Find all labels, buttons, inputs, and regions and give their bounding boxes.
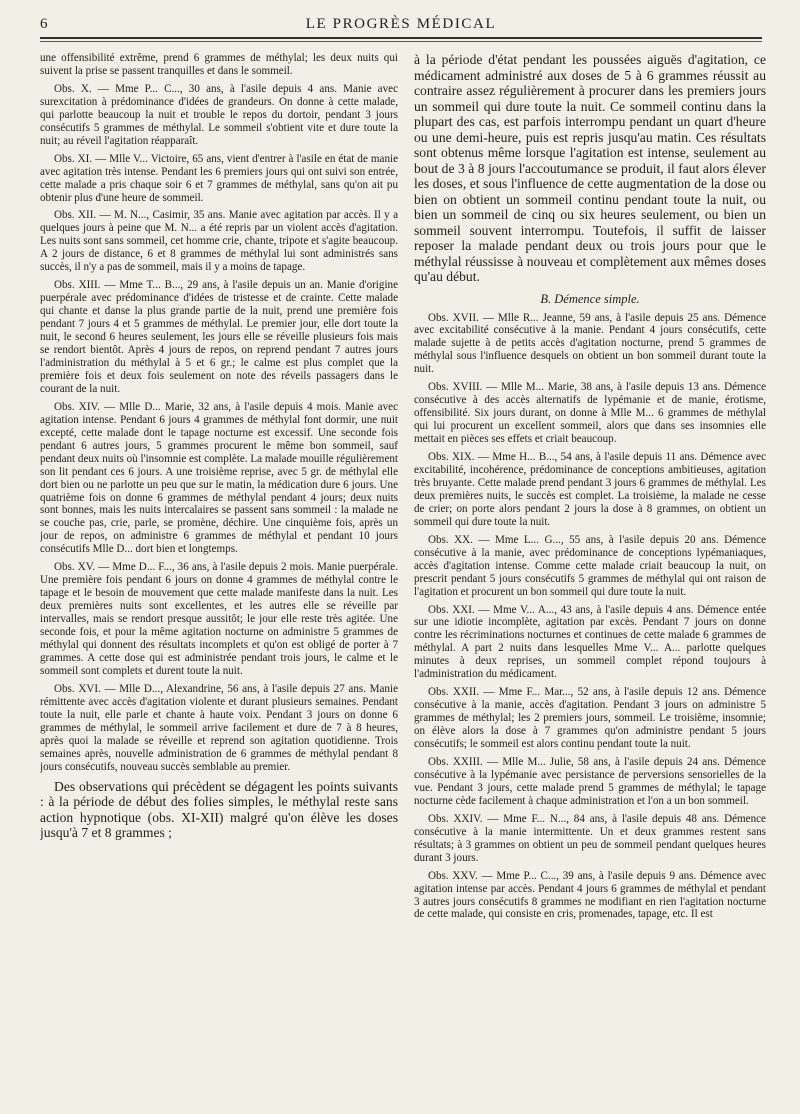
observation-xi: Obs. XI. — Mlle V... Victoire, 65 ans, vient d'entrer à l'asile en état de manie avec agitation très intense. Pendant les 6 premiers jours qui ont suivi son entrée, cette malade a pris chaque soir 6 et 7 grammes de méthylal, sans qu'on ait pu obtenir plus d'une heure de sommeil. bbox=[40, 152, 398, 204]
section-heading: B. Démence simple. bbox=[540, 291, 640, 306]
observation-xxiii: Obs. XXIII. — Mlle M... Julie, 58 ans, à l'asile depuis 24 ans. Démence consécutive à la lypémanie avec persistance de perversions sensorielles de la vue. Pendant 3 jours, cette malade prend 5 grammes de méthylal; le tapage nocturne cède facilement à chaque administration et l'on a un bon sommeil. bbox=[414, 756, 766, 807]
observation-x: Obs. X. — Mme P... C..., 30 ans, à l'asile depuis 4 ans. Manie avec surexcitation à prédominance d'idées de grandeurs. On donne à cette malade, qui parlotte beaucoup la nuit et trouble le repos du dortoir, pendant 3 jours consécutifs 5 grammes de méthylal. Le sommeil s'obtient vite et dure toute la nuit; au réveil l'agitation réapparaît. bbox=[40, 82, 398, 147]
observation-xii: Obs. XII. — M. N..., Casimir, 35 ans. Manie avec agitation par accès. Il y a quelques jours à peine que M. N... a été repris par un violent accès d'agitation. Les nuits sont sans sommeil, cet homme crie, chante, tripote et s'agite beaucoup. A 2 jours de distance, 6 et 8 grammes de méthylal lui sont administrés sans succès, il n'y a pas de sommeil, mais il y a moins de tapage. bbox=[40, 209, 398, 274]
observation-xviii: Obs. XVIII. — Mlle M... Marie, 38 ans, à l'asile depuis 13 ans. Démence consécutive à des accès alternatifs de lypémanie et de manie, érotisme, offensibilité. Six jours durant, on donne à Mlle M... 6 grammes de méthylal qui lui procurent un excellent sommeil, alors que dans ses insomnies elle mettait en pièces ses effets et criait beaucoup. bbox=[414, 381, 766, 446]
observation-xxv: Obs. XXV. — Mme P... C..., 39 ans, à l'asile depuis 9 ans. Démence avec agitation intense par accès. Pendant 4 jours 6 grammes de méthylal et pendant 3 autres jours consécutifs 8 grammes ne modifiant en rien l'agitation nocturne de cette malade, qui consiste en cris, promenades, tapage, etc. Il est bbox=[414, 869, 766, 921]
summary-continuation: à la période d'état pendant les poussées aiguës d'agitation, ce médicament administré aux doses de 5 à 6 grammes réussit au contraire assez régulièrement à procurer dans les premiers jours un sommeil qui dure toute la nuit. Ce sommeil continu dans la plupart des cas, est parfois interrompu pendant un quart d'heure ou une demi-heure, puis est repris jusqu'au matin. Ces résultats sont obtenus même lorsque l'agitation est intense, seulement au bout de 3 à 8 jours l'accoutumance se produit, il faut alors élever les doses, et sous l'influence de cette augmentation de la dose ou bien on obtient un sommeil continu pendant toute la nuit, ou bien un sommeil de cinq ou six heures seulement, ou bien un sommeil souvent interrompu. Toutefois, il suffit de laisser reposer la malade pendant deux ou trois jours pour que le méthylal réussisse à nouveau et complètement aux mêmes doses qu'au début. bbox=[414, 52, 766, 284]
observation-xxiv: Obs. XXIV. — Mme F... N..., 84 ans, à l'asile depuis 48 ans. Démence consécutive à la manie intermittente. Un et deux grammes restent sans résultats; à 3 grammes on obtient un peu de sommeil pendant quelques heures durant 3 jours. bbox=[414, 812, 766, 864]
observation-xv: Obs. XV. — Mme D... F..., 36 ans, à l'asile depuis 2 mois. Manie puerpérale. Une première fois pendant 6 jours on donne 4 grammes de méthylal contre le tapage et le besoin de mouvement que cette malade manifeste dans la nuit. Les deux premières nuits sont excellentes, et les autres elle se réveille par intervalles, mais se rendort presque aussitôt; le jour elle reste très agitée. Une seconde fois, et pour la même agitation nocturne on administre 5 grammes de méthylal qui donnent des résultats incomplets et qu'on est obligé de porter à 7 grammes. A cette dose qui est administrée pendant trois jours, le calme et le sommeil sont complets et durent toute la nuit. bbox=[40, 561, 398, 677]
observation-xxii: Obs. XXII. — Mme F... Mar..., 52 ans, à l'asile depuis 12 ans. Démence consécutive à la manie, accès d'agitation. Pendant 3 jours on administre 5 grammes de méthylal; les 2 premiers jours, sommeil. Le troisième, insomnie; on élève alors la dose à 7 grammes qu'on administre pendant 5 jours consécutifs; le sommeil est alors continu pendant toute la nuit. bbox=[414, 686, 766, 751]
observation-xvi: Obs. XVI. — Mlle D..., Alexandrine, 56 ans, à l'asile depuis 27 ans. Manie rémittente avec accès d'agitation violente et durant plusieurs semaines. Pendant toute la nuit, elle parle et chante à haute voix. Pendant 3 jours on donne 6 grammes de méthylal, le sommeil arrive facilement et dure de 7 à 8 heures, après quoi la malade se réveille et reprend son agitation quotidienne. Trois semaines après, nouvelle administration de 6 grammes de méthylal pendant 8 jours consécutifs, nouveau succès semblable au premier. bbox=[40, 682, 398, 773]
header-rule bbox=[40, 37, 762, 39]
page-number: 6 bbox=[40, 16, 48, 32]
observation-xix: Obs. XIX. — Mme H... B..., 54 ans, à l'asile depuis 11 ans. Démence avec excitabilité, incohérence, prédominance de conceptions ambitieuses, agitation très bruyante. Cette malade prend pendant 3 jours 6 grammes de méthylal. Les deux premières nuits, le succès est complet. La troisième, la malade ne cesse de crier; on porte alors pendant 2 jours la dose à 8 grammes, on obtient un sommeil qui dure toute la nuit. bbox=[414, 451, 766, 528]
observation-xxi: Obs. XXI. — Mme V... A..., 43 ans, à l'asile depuis 4 ans. Démence entée sur une idiotie incomplète, agitation par excès. Pendant 7 jours on donne contre les récriminations nocturnes et continues de cette malade 6 grammes de méthylal. A part 2 nuits dans lesquelles Mme V... A... parlotte quelques minutes à deux reprises, un sommeil complet répond toujours à l'administration du médicament. bbox=[414, 603, 766, 681]
observation-xiii: Obs. XIII. — Mme T... B..., 29 ans, à l'asile depuis un an. Manie d'origine puerpérale avec prédominance d'idées de tristesse et de crainte. Cette malade qui chante et danse la plus grande partie de la nuit, prend une première fois pendant 7 jours 4 et 5 grammes de méthylal. Le premier jour, elle dort toute la nuit, le second 6 heures seulement, les jours elle se réveille plusieurs fois mais se rendort bientôt. Après 4 jours de repos, on reprend pendant 7 autres jours l'administration du méthylal à 5 et 6 gr.; le calme est plus complet que la première fois et deux fois seulement on note des réveils passagers dans le courant de la nuit. bbox=[40, 279, 398, 395]
page-header bbox=[40, 14, 762, 36]
header-rule-thin bbox=[40, 41, 762, 42]
summary-paragraph: Des observations qui précèdent se dégagent les points suivants : à la période de début des folies simples, le méthylal reste sans action hypnotique (obs. XI-XII) malgré qu'on élève les doses jusqu'à 7 et 8 grammes ; bbox=[40, 778, 398, 841]
left-column bbox=[40, 52, 398, 1108]
observation-xiv: Obs. XIV. — Mlle D... Marie, 32 ans, à l'asile depuis 4 mois. Manie avec agitation intense. Pendant 6 jours 4 grammes de méthylal font dormir, une nuit excepté, cette malade dont le tapage nocturne est excessif. Une seconde fois pendant 6 autres jours, 5 grammes procurent le même bon sommeil, sauf pendant deux nuits où l'insomnie est complète. La malade mouille régulièrement son lit pendant ces 6 jours. A une troisième reprise, avec 5 gr. de méthylal elle dort bien ou ne parlotte un peu que sur le matin, la médication dure 6 jours. Une quatrième fois on donne 6 grammes de méthylal pendant 4 jours; deux nuits sont bonnes, mais les nuits intercalaires se passent sans sommeil : la malade ne se couche pas, crie, parle, se promène, déchire. Une cinquième fois, après un jour de repos, on administre 6 grammes de méthylal et pendant 10 jours consécutifs Mlle D... dort bien et longtemps. bbox=[40, 400, 398, 556]
right-column bbox=[414, 52, 766, 1108]
journal-title: LE PROGRÈS MÉDICAL bbox=[305, 16, 497, 32]
observation-xvii: Obs. XVII. — Mlle R... Jeanne, 59 ans, à l'asile depuis 25 ans. Démence avec excitabilité consécutive à la manie. Pendant 4 jours consécutifs, cette malade sujette à de petits accès d'agitation nocturne, prend 5 grammes de méthylal sous l'influence desquels on obtient un bon sommeil durant toute la nuit. bbox=[414, 311, 766, 376]
paragraph-continuation: une offensibilité extrême, prend 6 grammes de méthylal; les deux nuits qui suivent la prise se passent tranquilles et dans le sommeil. bbox=[40, 52, 398, 77]
observation-xx: Obs. XX. — Mme L... G..., 55 ans, à l'asile depuis 20 ans. Démence consécutive à la manie, avec prédominance de conceptions lypémaniaques, accès d'agitation intense. Comme cette malade criait beaucoup la nuit, on prescrit pendant 5 jours consécutifs 5 grammes de méthylal qui ont raison de l'agitation et procurent un bon sommeil qui dure toute la nuit. bbox=[414, 533, 766, 598]
